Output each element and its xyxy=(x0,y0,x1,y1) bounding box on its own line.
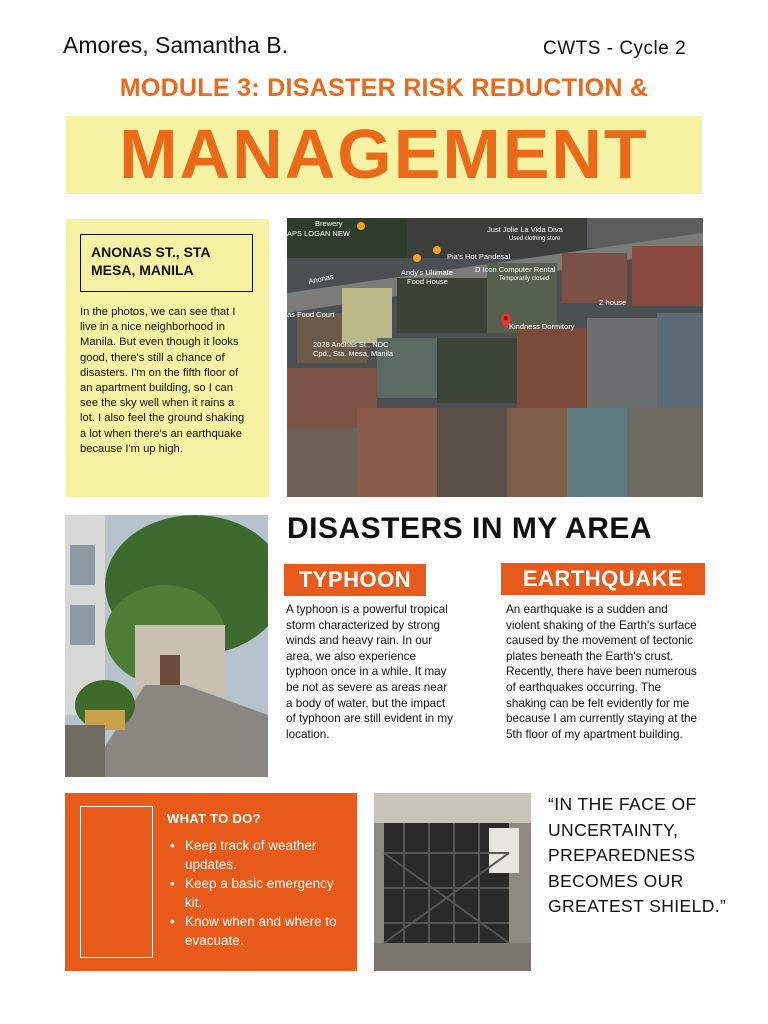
satellite-map xyxy=(287,218,703,497)
earthquake-label: EARTHQUAKE xyxy=(501,563,705,595)
course-label: CWTS - Cycle 2 xyxy=(543,38,687,59)
street-photo xyxy=(65,515,268,777)
map-label-dormitory: Kindness Dormitory xyxy=(509,322,575,331)
street-image xyxy=(65,515,268,777)
map-label-pias: Pia's Hot Pandesal xyxy=(447,252,511,261)
map-label-zhouse: Z house xyxy=(599,298,627,307)
map-label-aps: APS LOGAN NEW xyxy=(287,229,350,238)
map-label-street: Anonas xyxy=(307,271,335,286)
decorative-frame xyxy=(80,806,153,958)
list-item: • Know when and where to evacuate. xyxy=(170,912,350,950)
map-label-jolie-sub: Used clothing store xyxy=(509,236,561,242)
map-image xyxy=(287,218,703,497)
map-label-brewery: Brewery xyxy=(315,219,343,228)
typhoon-text: A typhoon is a powerful tropical storm characterized by strong winds and heavy rain. In our area, we also experience typhoon once in a while. It may be not as severe as areas near a body of water, but the impact of typhoon are still evident in my location. xyxy=(286,603,453,741)
what-to-do-list xyxy=(170,836,350,950)
address-box: ANONAS ST., STA MESA, MANILA xyxy=(80,234,253,292)
list-item: • Keep a basic emergency kit. xyxy=(170,874,350,912)
intro-text: In the photos, we can see that I live in a nice neighborhood in Manila. But even though it looks good, there's still a chance of disasters. I'm on the fifth floor of an apartment building, so I can see the sky well when it rains a lot. I also feel the ground shaking a lot when there's an earthquake because I'm up high. xyxy=(80,306,245,455)
disasters-heading: DISASTERS IN MY AREA xyxy=(287,512,653,545)
map-label-address: 2028 Anonas St., NDC xyxy=(313,340,389,349)
map-marker-icon xyxy=(357,222,365,230)
quote: “IN THE FACE OF UNCERTAINTY, PREPAREDNESS BECOMES OUR GREATEST SHIELD.” xyxy=(548,794,727,916)
map-label-dicon: D Icon Computer Rental xyxy=(475,265,556,274)
map-label-foodcourt: as Food Court xyxy=(287,310,335,319)
list-item: • Keep track of weather updates. xyxy=(170,836,350,874)
map-marker-icon xyxy=(433,246,441,254)
module-heading: MODULE 3: DISASTER RISK REDUCTION & xyxy=(119,74,649,102)
page-title: MANAGEMENT xyxy=(119,115,649,193)
map-marker-icon xyxy=(413,254,421,262)
author-name: Amores, Samantha B. xyxy=(63,32,288,58)
earthquake-text: An earthquake is a sudden and violent shaking of the Earth's surface caused by the movement of tectonic plates beneath the Earth's crust. Recently, there have been numerous of earthquakes occurring. The shaking can be felt evidently for me because I am currently staying at the 5th floor of my apartment building. xyxy=(506,603,697,741)
map-label-address-sub: Cpd., Sta. Mesa, Manila xyxy=(313,349,394,358)
map-label-andys-sub: Food House xyxy=(407,277,448,286)
gate-image xyxy=(374,793,531,971)
map-label-jolie: Just Jolie La Vida Diva xyxy=(487,225,563,234)
gate-photo xyxy=(374,793,531,971)
typhoon-label: TYPHOON xyxy=(284,564,426,596)
what-to-do-title: WHAT TO DO? xyxy=(167,811,261,826)
map-label-andys: Andy's Ultimate xyxy=(401,268,453,277)
map-label-dicon-sub: Temporarily closed xyxy=(499,276,550,282)
